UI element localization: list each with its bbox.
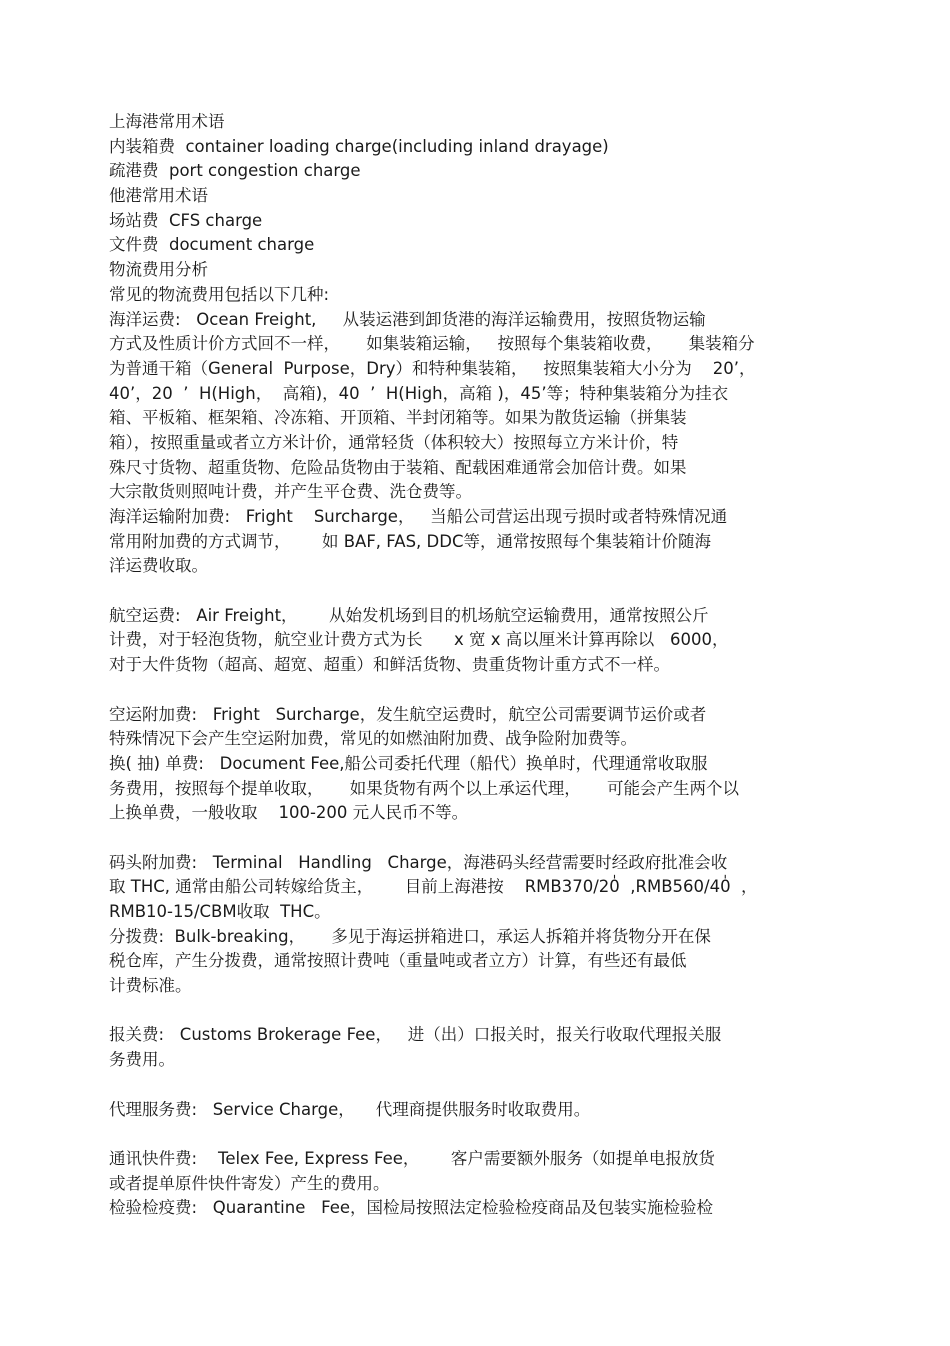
text-line: 大宗散货则照吨计费，并产生平仓费、洗仓费等。	[109, 482, 472, 502]
blank-line	[109, 579, 779, 604]
text-line: 疏港费 port congestion charge	[109, 161, 361, 181]
text-line: 检验检疫费: Quarantine Fee，国检局按照法定检验检疫商品及包装实施检验检	[109, 1198, 713, 1218]
document-page	[109, 110, 779, 1221]
text-line: 取 THC, 通常由船公司转嫁给货主， 目前上海港按 RMB370/20̍ ,RMB560/40̍ ，	[109, 877, 758, 897]
text-line: 殊尺寸货物、超重货物、危险品货物由于装箱、配载困难通常会加倍计费。如果	[109, 457, 687, 477]
blank-line	[109, 826, 779, 851]
blank-line	[109, 1122, 779, 1147]
text-line: 码头附加费: Terminal Handling Charge，海港码头经营需要时经政府批准会收	[109, 852, 728, 872]
text-line: 箱），按照重量或者立方米计价，通常轻货（体积较大）按照每立方米计价，特	[109, 432, 679, 452]
text-line: 洋运费收取。	[109, 556, 208, 576]
text-line: 上换单费，一般收取 100-200 元人民币不等。	[109, 803, 469, 823]
text-line: 箱、平板箱、框架箱、冷冻箱、开顶箱、半封闭箱等。如果为散货运输（拼集装	[109, 408, 687, 428]
text-line: 场站费 CFS charge	[109, 210, 263, 230]
text-line: 航空运费: Air Freight， 从始发机场到目的机场航空运输费用，通常按照公斤	[109, 605, 709, 625]
text-line: 通讯快件费: Telex Fee, Express Fee， 客户需要额外服务（如提单电报放货	[109, 1148, 715, 1168]
text-line: 他港常用术语	[109, 186, 208, 206]
text-line: 换( 抽) 单费: Document Fee,船公司委托代理（船代）换单时，代理通常收取服	[109, 753, 708, 773]
text-line: 分拨费: Bulk-breaking， 多见于海运拼箱进口，承运人拆箱并将货物分开在保	[109, 926, 711, 946]
blank-line	[109, 999, 779, 1024]
blank-line	[109, 1073, 779, 1098]
text-line: RMB10-15/CBM收取 THC。	[109, 902, 331, 921]
blank-line	[109, 678, 779, 703]
text-line: 文件费 document charge	[109, 235, 315, 255]
text-line: 海洋运输附加费: Fright Surcharge， 当船公司营运出现亏损时或者特殊情况通	[109, 507, 728, 526]
text-line: 常用附加费的方式调节， 如 BAF, FAS, DDC等，通常按照每个集装箱计价随海	[109, 531, 711, 551]
text-line: 特殊情况下会产生空运附加费，常见的如燃油附加费、战争险附加费等。	[109, 729, 637, 749]
text-line: 务费用，按照每个提单收取， 如果货物有两个以上承运代理， 可能会产生两个以	[109, 778, 739, 798]
text-line: 常见的物流费用包括以下几种:	[109, 284, 330, 304]
text-line: 报关费: Customs Brokerage Fee， 进（出）口报关时，报关行收取代理报关服	[109, 1025, 722, 1045]
text-line: 为普通干箱（General Purpose，Dry）和特种集装箱， 按照集装箱大小分为 20’，	[109, 358, 756, 378]
text-line: 务费用。	[109, 1050, 175, 1070]
text-line: 计费，对于轻泡货物，航空业计费方式为长 x 宽 x 高以厘米计算再除以 6000，	[109, 630, 729, 650]
text-line: 或者提单原件快件寄发）产生的费用。	[109, 1173, 390, 1193]
text-line: 40’，20 ’ H(High， 高箱)，40 ’ H(High，高箱 )，45’等；特种集装箱分为挂衣	[109, 383, 729, 403]
document-title: 上海港常用术语	[109, 112, 225, 131]
text-line: 海洋运费: Ocean Freight, 从装运港到卸货港的海洋运输费用，按照货物运输	[109, 309, 706, 329]
text-line: 物流费用分析	[109, 260, 208, 280]
text-line: 计费标准。	[109, 976, 192, 996]
text-line: 空运附加费: Fright Surcharge，发生航空运费时，航空公司需要调节运价或者	[109, 704, 707, 724]
text-line: 对于大件货物（超高、超宽、超重）和鲜活货物、贵重货物计重方式不一样。	[109, 655, 670, 675]
text-line: 方式及性质计价方式回不一样， 如集装箱运输， 按照每个集装箱收费， 集装箱分	[109, 334, 755, 354]
text-line: 内装箱费 container loading charge(including inland drayage)	[109, 136, 609, 156]
text-line: 代理服务费: Service Charge， 代理商提供服务时收取费用。	[109, 1099, 591, 1119]
text-line: 税仓库，产生分拨费，通常按照计费吨（重量吨或者立方）计算，有些还有最低	[109, 951, 687, 971]
